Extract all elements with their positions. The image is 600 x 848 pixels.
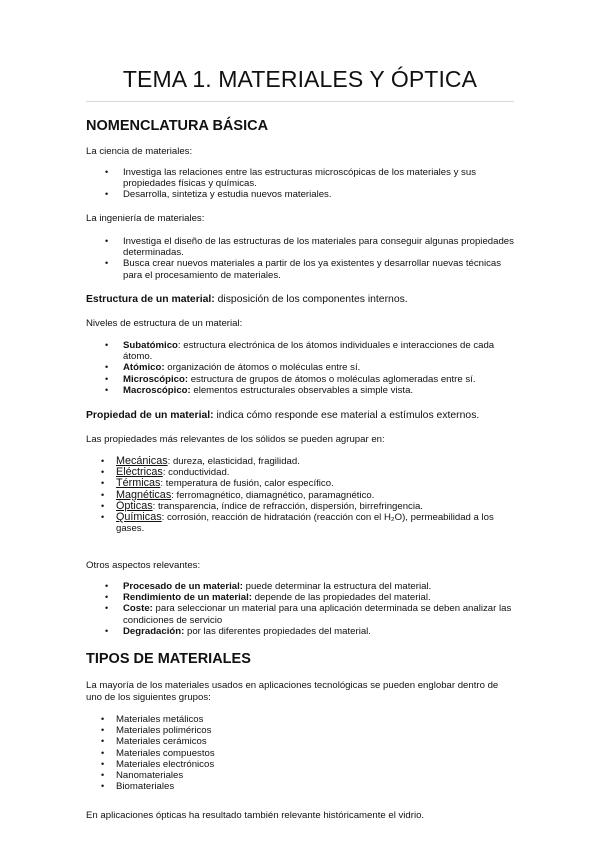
list-item: • Procesado de un material: puede determinar la estructura del material. bbox=[105, 581, 432, 592]
bullet-icon: • bbox=[101, 478, 105, 489]
list-item: • Biomateriales bbox=[101, 781, 175, 793]
bullet-icon: • bbox=[105, 592, 109, 603]
list-item: • Materiales electrónicos bbox=[101, 758, 215, 770]
bullet-icon: • bbox=[105, 258, 109, 269]
otros-list bbox=[106, 581, 516, 637]
list-item: • Materiales cerámicos bbox=[101, 736, 207, 748]
list-item: • Busca crear nuevos materiales a partir de los ya existentes y desarrollar nuevas técnicas para el procesamiento de materiales. bbox=[105, 258, 502, 281]
list-item: • Degradación: por las diferentes propiedades del material. bbox=[105, 625, 371, 637]
bullet-icon: • bbox=[105, 236, 109, 246]
niveles-intro: Niveles de estructura de un material: bbox=[86, 318, 243, 329]
bullet-icon: • bbox=[105, 625, 109, 636]
list-item: • Ópticas: transparencia, índice de refracción, dispersión, birrefringencia. bbox=[101, 499, 423, 512]
ciencia-list bbox=[106, 167, 516, 201]
list-item: • Investiga las relaciones entre las estructuras microscópicas de los materiales y sus propiedades físicas y químicas. bbox=[105, 167, 476, 190]
list-item: • Coste: para seleccionar un material para una aplicación determinada se deben analizar las condiciones de servicio bbox=[105, 603, 512, 626]
list-item: • Materiales poliméricos bbox=[101, 725, 212, 737]
section-heading-tipos: TIPOS DE MATERIALES bbox=[86, 651, 251, 667]
bullet-icon: • bbox=[105, 189, 109, 200]
tipos-intro: La mayoría de los materiales usados en aplicaciones tecnológicas se pueden englobar dentro de uno de los siguientes grupos: bbox=[86, 680, 499, 703]
bullet-icon: • bbox=[101, 512, 105, 523]
bullet-icon: • bbox=[105, 603, 109, 614]
ciencia-intro: La ciencia de materiales: bbox=[86, 146, 193, 157]
list-item: • Desarrolla, sintetiza y estudia nuevos materiales. bbox=[105, 189, 332, 201]
list-item: • Nanomateriales bbox=[101, 770, 184, 782]
bullet-icon: • bbox=[101, 758, 105, 769]
list-item: • Magnéticas: ferromagnético, diamagnético, paramagnético. bbox=[101, 488, 375, 501]
bullet-icon: • bbox=[101, 489, 105, 500]
bullet-icon: • bbox=[105, 384, 109, 395]
section-heading-nomenclatura: NOMENCLATURA BÁSICA bbox=[86, 118, 269, 134]
list-item: • Materiales metálicos bbox=[101, 714, 204, 725]
propiedades-list bbox=[102, 456, 516, 534]
niveles-list bbox=[106, 340, 516, 396]
list-item: • Microscópico: estructura de grupos de átomos o moléculas aglomeradas entre sí. bbox=[105, 373, 476, 385]
propiedad-definition: Propiedad de un material: indica cómo responde ese material a estímulos externos. bbox=[86, 410, 480, 421]
bullet-icon: • bbox=[101, 770, 105, 781]
list-item: • Atómico: organización de átomos o moléculas entre sí. bbox=[105, 362, 361, 374]
bullet-icon: • bbox=[101, 781, 105, 792]
grupos-list bbox=[102, 714, 516, 792]
estructura-definition: Estructura de un material: disposición de los componentes internos. bbox=[86, 294, 408, 305]
bullet-icon: • bbox=[105, 362, 109, 373]
list-item: • Mecánicas: dureza, elasticidad, fragilidad. bbox=[101, 455, 300, 467]
bullet-icon: • bbox=[105, 581, 109, 591]
bullet-icon: • bbox=[101, 714, 105, 724]
list-item: • Macroscópico: elementos estructurales observables a simple vista. bbox=[105, 384, 414, 396]
bullet-icon: • bbox=[105, 340, 109, 350]
bullet-icon: • bbox=[105, 167, 109, 177]
list-item: • Térmicas: temperatura de fusión, calor específico. bbox=[101, 477, 334, 490]
page-title: TEMA 1. MATERIALES Y ÓPTICA bbox=[122, 66, 478, 92]
list-item: • Rendimiento de un material: depende de las propiedades del material. bbox=[105, 592, 431, 604]
propiedades-intro: Las propiedades más relevantes de los sólidos se pueden agrupar en: bbox=[86, 434, 385, 445]
bullet-icon: • bbox=[101, 736, 105, 747]
list-item: • Eléctricas: conductividad. bbox=[101, 466, 230, 479]
bullet-icon: • bbox=[105, 373, 109, 384]
list-item: • Subatómico: estructura electrónica de los átomos individuales e interacciones de cada átomo. bbox=[105, 340, 495, 363]
bullet-icon: • bbox=[101, 725, 105, 736]
title-divider bbox=[86, 101, 514, 102]
ingenieria-intro: La ingeniería de materiales: bbox=[86, 213, 205, 224]
final-paragraph: En aplicaciones ópticas ha resultado también relevante históricamente el vidrio. bbox=[86, 810, 425, 821]
bullet-icon: • bbox=[101, 500, 105, 511]
list-item: • Materiales compuestos bbox=[101, 747, 215, 759]
otros-intro: Otros aspectos relevantes: bbox=[86, 560, 201, 571]
bullet-icon: • bbox=[101, 456, 105, 466]
ingenieria-list bbox=[106, 236, 516, 281]
list-item: • Químicas: corrosión, reacción de hidratación (reacción con el H₂O), permeabilidad a los gases. bbox=[101, 511, 494, 535]
bullet-icon: • bbox=[101, 467, 105, 478]
bullet-icon: • bbox=[101, 747, 105, 758]
list-item: • Investiga el diseño de las estructuras de los materiales para conseguir algunas propiedades determinadas. bbox=[105, 236, 514, 259]
